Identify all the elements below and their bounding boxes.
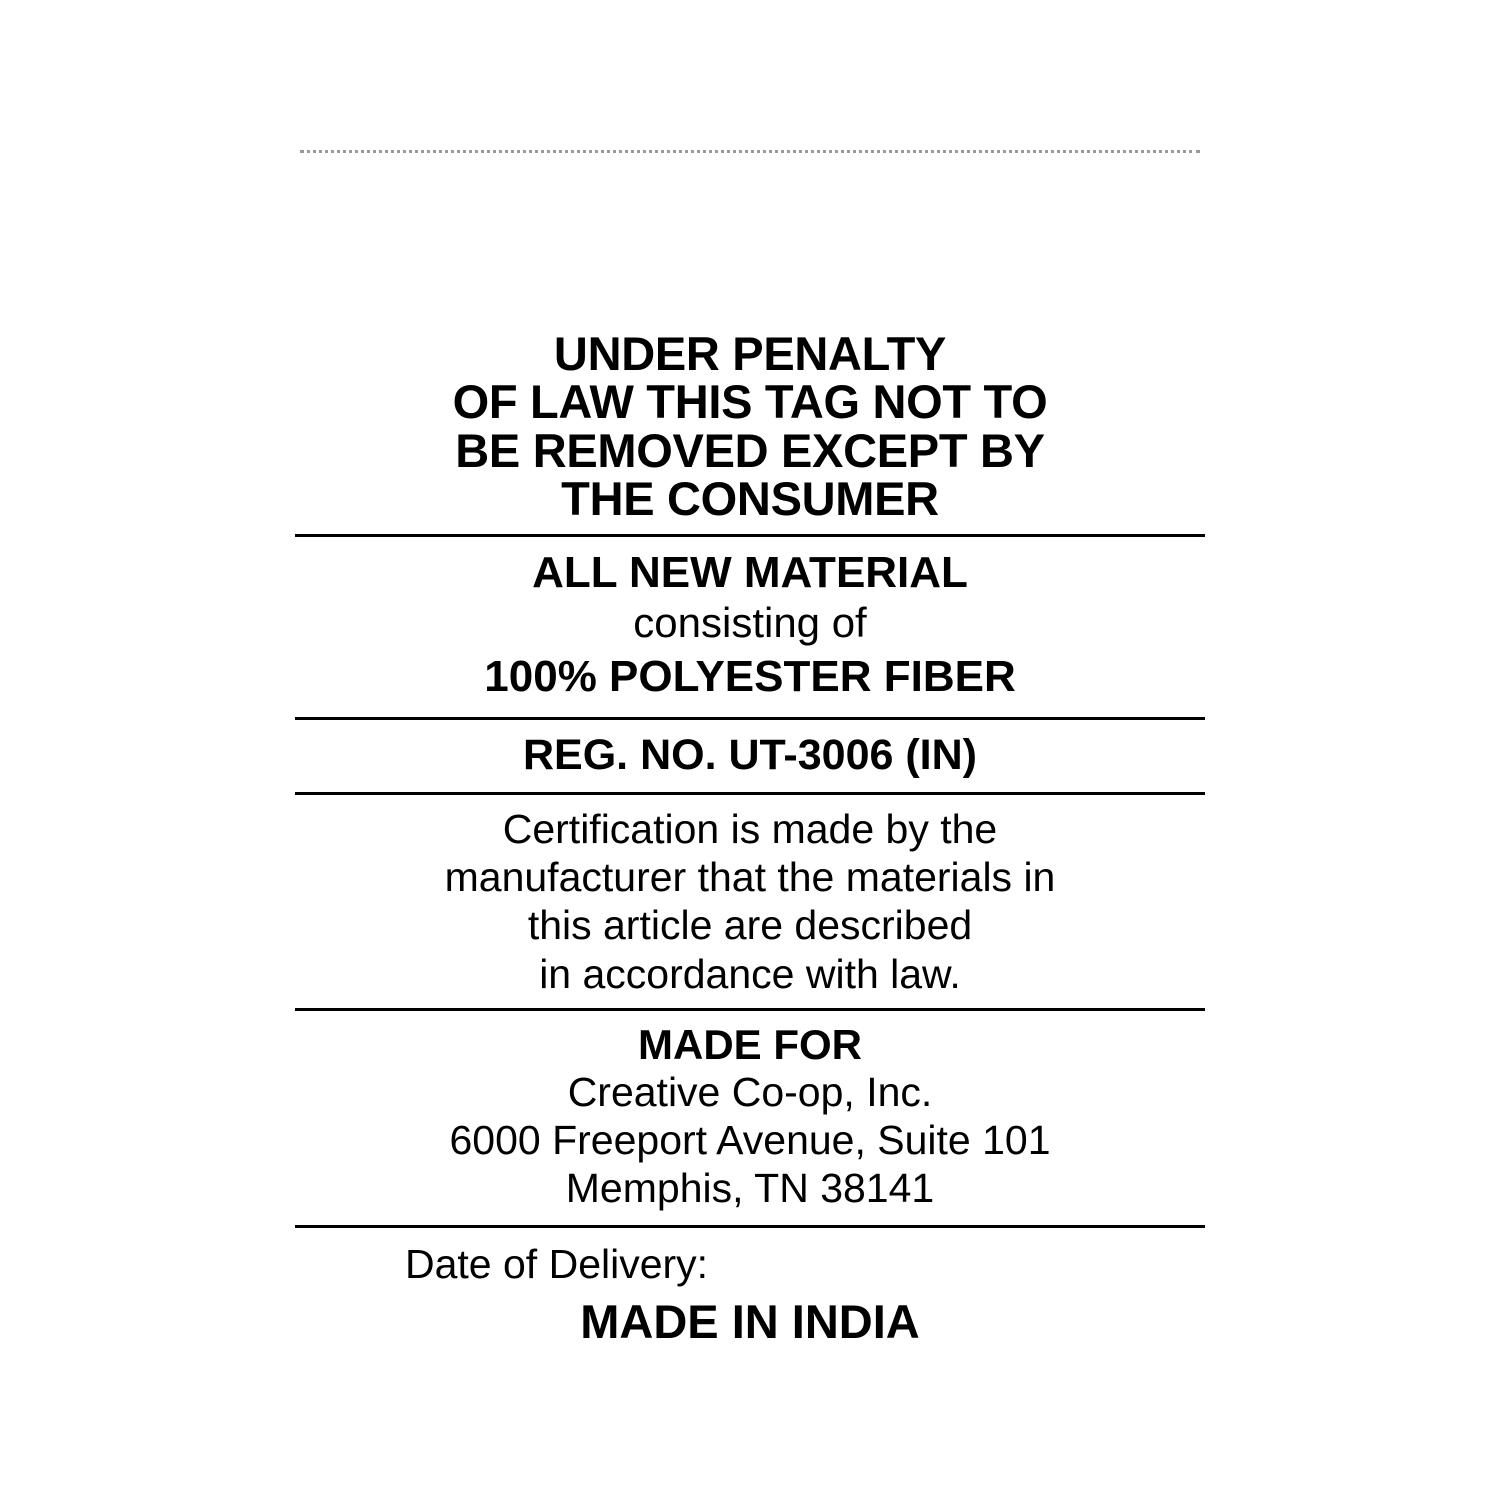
penalty-notice-line-1: UNDER PENALTY bbox=[553, 327, 947, 380]
material-headline: ALL NEW MATERIAL bbox=[532, 547, 968, 597]
certification-line-1: Certification is made by the bbox=[502, 805, 998, 852]
penalty-notice-line-4: THE CONSUMER bbox=[561, 472, 939, 526]
material-connector: consisting of bbox=[633, 598, 867, 646]
penalty-notice-line-3: BE REMOVED EXCEPT BY bbox=[455, 423, 1045, 477]
country-of-origin: MADE IN INDIA bbox=[580, 1295, 920, 1349]
company-city-state-zip: Memphis, TN 38141 bbox=[565, 1165, 935, 1212]
made-for-block bbox=[295, 1011, 1205, 1225]
certification-line-2: manufacturer that the materials in bbox=[444, 853, 1056, 900]
penalty-notice-line-2: OF LAW THIS TAG NOT TO bbox=[452, 375, 1048, 429]
company-street: 6000 Freeport Avenue, Suite 101 bbox=[449, 1117, 1051, 1164]
date-of-delivery-label: Date of Delivery: bbox=[405, 1241, 709, 1288]
registration-block bbox=[295, 720, 1205, 791]
certification-line-3: this article are described bbox=[527, 902, 973, 949]
tag-content bbox=[295, 327, 1205, 1352]
fiber-content: 100% POLYESTER FIBER bbox=[484, 652, 1016, 702]
made-for-heading: MADE FOR bbox=[638, 1021, 862, 1069]
delivery-block bbox=[295, 1228, 1205, 1352]
certification-line-4: in accordance with law. bbox=[539, 950, 961, 997]
company-name: Creative Co-op, Inc. bbox=[567, 1069, 933, 1116]
material-block bbox=[295, 537, 1205, 718]
penalty-notice-block bbox=[295, 327, 1205, 534]
certification-block bbox=[295, 795, 1205, 1009]
registration-number: REG. NO. UT-3006 (IN) bbox=[523, 731, 977, 780]
perforated-tear-line bbox=[300, 150, 1200, 153]
